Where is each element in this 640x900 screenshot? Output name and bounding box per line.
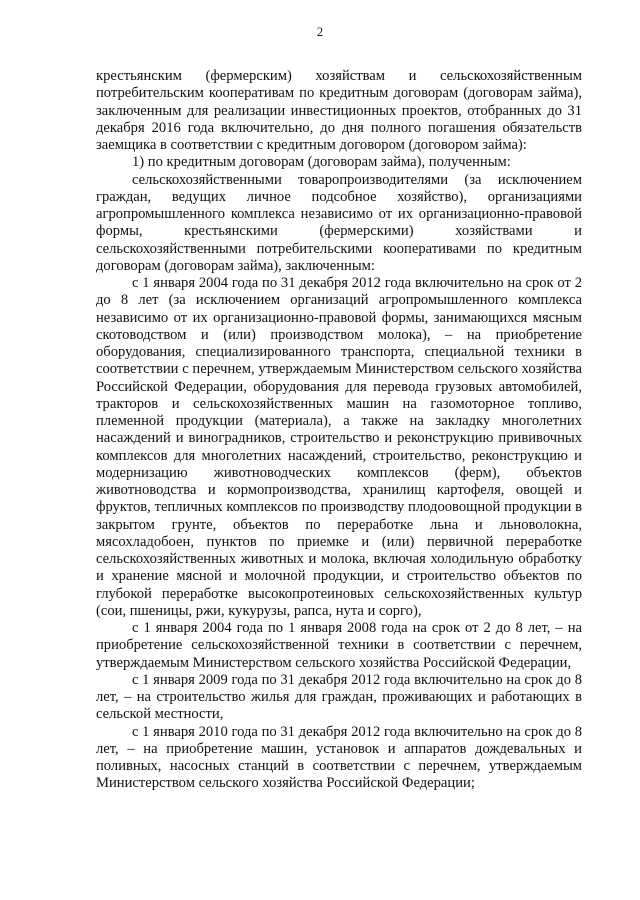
paragraph-2009-2012: с 1 января 2009 года по 31 декабря 2012 года включительно на срок до 8 лет, – на строительство жилья для граждан, проживающих и работающих в сельской местности, — [96, 671, 582, 723]
page-number: 2 — [316, 25, 324, 39]
paragraph-borrowers: сельскохозяйственными товаропроизводителями (за исключением граждан, ведущих личное подсобное хозяйство), организациями агропромышленного комплекса независимо от их организационно-правовой формы, крестьянскими (фермерскими) хозяйствами и сельскохозяйственными потребительскими кооперативами по кредитным договорам (договорам займа), заключенным: — [96, 171, 582, 274]
document-body — [96, 68, 582, 793]
paragraph-2004-2012: с 1 января 2004 года по 31 декабря 2012 года включительно на срок от 2 до 8 лет (за исключением организаций агропромышленного комплекса независимо от их организационно-правовой формы, занимающихся мясным скотоводством и (или) производством молока), – на приобретение оборудования, специализированного транспорта, специальной техники в соответствии с перечнем, утверждаемым Министерством сельского хозяйства Российской Федерации, оборудования для перевода грузовых автомобилей, тракторов и сельскохозяйственных машин на газомоторное топливо, племенной продукции (материала), а также на закладку многолетних насаждений и виноградников, строительство и реконструкцию прививочных комплексов для многолетних насаждений, строительство, реконструкцию и модернизацию животноводческих комплексов (ферм), объектов животноводства и кормопроизводства, хранилищ картофеля, овощей и фруктов, тепличных комплексов по производству плодоовощной продукции в закрытом грунте, объектов по переработке льна и льноволокна, мясохладобоен, пунктов по приемке и (или) первичной переработке сельскохозяйственных животных и молока, включая холодильную обработку и хранение мясной и молочной продукции, и строительство объектов по глубокой переработке высокопротеиновых сельскохозяйственных культур (сои, пшеницы, ржи, кукурузы, рапса, нута и сорго), — [96, 275, 582, 619]
paragraph-2010-2012: с 1 января 2010 года по 31 декабря 2012 года включительно на срок до 8 лет, – на приобретение машин, установок и аппаратов дождевальных и поливных, насосных станций в соответствии с перечнем, утверждаемым Министерством сельского хозяйства Российской Федерации; — [96, 723, 582, 792]
paragraph-intro: крестьянским (фермерским) хозяйствам и сельскохозяйственным потребительским кооперативам по кредитным договорам (договорам займа), заключенным для реализации инвестиционных проектов, отобранных до 31 декабря 2016 года включительно, до дня полного погашения обязательств заемщика в соответствии с кредитным договором (договором займа): — [96, 68, 582, 153]
paragraph-item-1: 1) по кредитным договорам (договорам займа), полученным: — [132, 154, 511, 171]
paragraph-2004-2008: с 1 января 2004 года по 1 января 2008 года на срок от 2 до 8 лет, – на приобретение сельскохозяйственной техники в соответствии с перечнем, утверждаемым Министерством сельского хозяйства Российской Федерации, — [96, 620, 582, 671]
